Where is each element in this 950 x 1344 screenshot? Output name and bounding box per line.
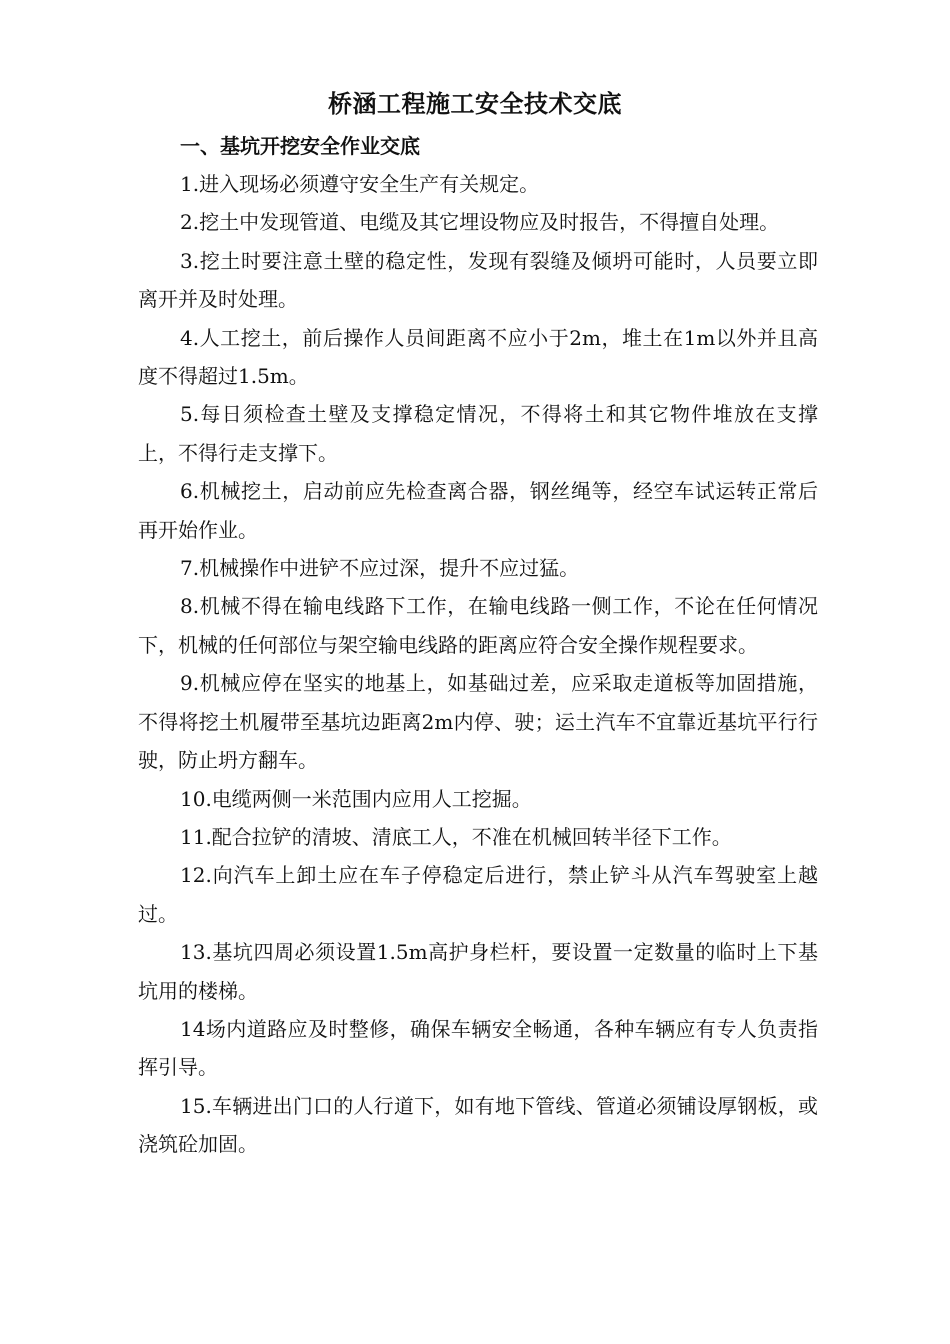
paragraph-1: 1.进入现场必须遵守安全生产有关规定。 — [180, 172, 540, 196]
paragraph-7: 7.机械操作中进铲不应过深，提升不应过猛。 — [180, 556, 580, 581]
section-heading: 一、基坑开挖安全作业交底 — [180, 134, 420, 158]
document-body — [138, 127, 818, 1164]
paragraph-6: 6.机械挖土，启动前应先检查离合器，钢丝绳等，经空车试运转正常后再开始作业。 — [138, 479, 818, 542]
paragraph-2: 2.挖土中发现管道、电缆及其它埋设物应及时报告，不得擅自处理。 — [180, 210, 780, 235]
paragraph-8: 8.机械不得在输电线路下工作，在输电线路一侧工作，不论在任何情况下，机械的任何部位与架空输电线路的距离应符合安全操作规程要求。 — [138, 594, 818, 657]
paragraph-12: 12.向汽车上卸土应在车子停稳定后进行，禁止铲斗从汽车驾驶室上越过。 — [138, 863, 818, 926]
paragraph-5: 5.每日须检查土壁及支撑稳定情况，不得将土和其它物件堆放在支撑上，不得行走支撑下。 — [138, 402, 818, 465]
paragraph-3: 3.挖土时要注意土壁的稳定性，发现有裂缝及倾坍可能时，人员要立即离开并及时处理。 — [138, 248, 818, 312]
paragraph-13: 13.基坑四周必须设置1.5m高护身栏杆，要设置一定数量的临时上下基坑用的楼梯。 — [138, 940, 818, 1003]
paragraph-10: 10.电缆两侧一米范围内应用人工挖掘。 — [180, 786, 532, 811]
paragraph-14: 14场内道路应及时整修，确保车辆安全畅通，各种车辆应有专人负责指挥引导。 — [138, 1016, 818, 1080]
paragraph-9: 9.机械应停在坚实的地基上，如基础过差，应采取走道板等加固措施，不得将挖土机履带至基坑边距离2m内停、驶；运土汽车不宜靠近基坑平行行驶，防止坍方翻车。 — [138, 671, 818, 773]
paragraph-11: 11.配合拉铲的清坡、清底工人，不准在机械回转半径下工作。 — [180, 824, 732, 849]
paragraph-4: 4.人工挖土，前后操作人员间距离不应小于2m，堆土在1m以外并且高度不得超过1.5m。 — [138, 325, 818, 389]
document-title: 桥涵工程施工安全技术交底 — [328, 89, 622, 118]
paragraph-15: 15.车辆进出门口的人行道下，如有地下管线、管道必须铺设厚钢板，或浇筑砼加固。 — [138, 1093, 818, 1157]
